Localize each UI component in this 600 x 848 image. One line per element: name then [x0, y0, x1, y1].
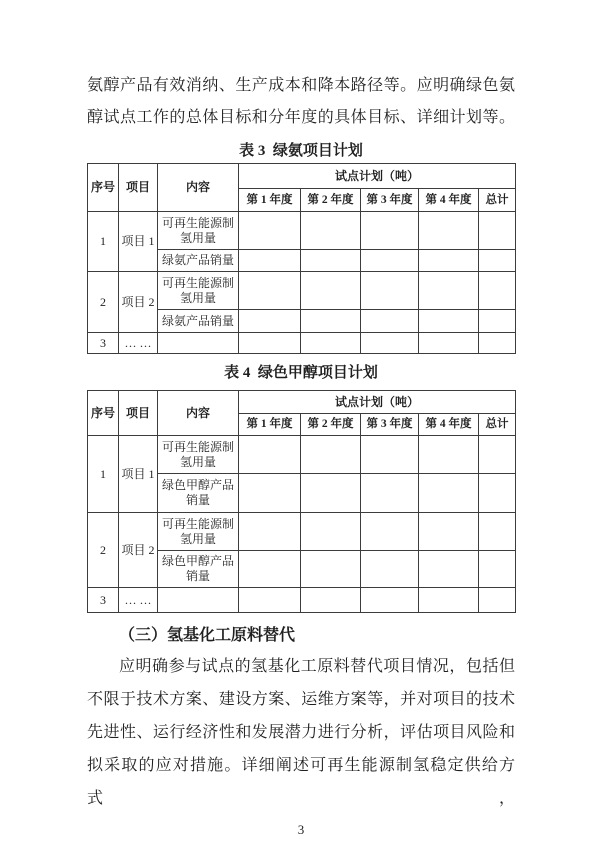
empty-value-cell — [479, 588, 516, 613]
cell-project: 项目 1 — [119, 212, 158, 272]
empty-value-cell — [239, 310, 301, 333]
col-header-year-1: 第 1 年度 — [239, 189, 301, 212]
col-header-year-2: 第 2 年度 — [301, 189, 361, 212]
empty-value-cell — [361, 272, 419, 310]
col-header-year-4: 第 4 年度 — [419, 414, 479, 436]
paragraph-line: 先进性、运行经济性和发展潜力进行分析，评估项目风险和 — [87, 724, 515, 741]
empty-value-cell — [479, 310, 516, 333]
table-green-methanol-plan — [87, 390, 516, 613]
page-content — [87, 0, 515, 839]
empty-value-cell — [419, 250, 479, 272]
empty-value-cell — [419, 272, 479, 310]
empty-value-cell — [479, 551, 516, 588]
empty-value-cell — [301, 436, 361, 474]
empty-value-cell — [301, 272, 361, 310]
cell-content: 绿氨产品销量 — [158, 310, 239, 333]
table-row — [88, 212, 516, 250]
cell-seq: 2 — [88, 513, 119, 588]
cell-seq: 3 — [88, 588, 119, 613]
cell-seq: 1 — [88, 436, 119, 513]
empty-value-cell — [361, 551, 419, 588]
empty-value-cell — [239, 212, 301, 250]
table-row — [88, 272, 516, 310]
empty-value-cell — [479, 272, 516, 310]
empty-value-cell — [479, 333, 516, 354]
cell-content: 可再生能源制氢用量 — [158, 212, 239, 250]
col-header-content: 内容 — [158, 164, 239, 212]
col-header-total: 总计 — [479, 189, 516, 212]
paragraph-line: 拟采取的应对措施。详细阐述可再生能源制氢稳定供给方式， — [87, 757, 515, 807]
col-header-plan-group: 试点计划（吨） — [239, 391, 516, 414]
empty-value-cell — [158, 333, 239, 354]
cell-content: 绿氨产品销量 — [158, 250, 239, 272]
cell-project: 项目 2 — [119, 272, 158, 333]
cell-content: 可再生能源制氢用量 — [158, 272, 239, 310]
empty-value-cell — [239, 436, 301, 474]
cell-content: 可再生能源制氢用量 — [158, 513, 239, 551]
table-row — [88, 164, 516, 189]
empty-value-cell — [301, 310, 361, 333]
empty-value-cell — [361, 212, 419, 250]
table-row — [88, 391, 516, 414]
col-header-year-3: 第 3 年度 — [361, 189, 419, 212]
empty-value-cell — [479, 474, 516, 513]
col-header-year-2: 第 2 年度 — [301, 414, 361, 436]
empty-value-cell — [419, 513, 479, 551]
table-row — [88, 513, 516, 551]
empty-value-cell — [479, 212, 516, 250]
cell-seq: 1 — [88, 212, 119, 272]
empty-value-cell — [419, 436, 479, 474]
empty-value-cell — [239, 513, 301, 551]
cell-content: 绿色甲醇产品销量 — [158, 474, 239, 513]
col-header-seq: 序号 — [88, 391, 119, 436]
cell-project: … … — [119, 333, 158, 354]
table-green-ammonia-plan — [87, 163, 516, 354]
empty-value-cell — [361, 588, 419, 613]
col-header-total: 总计 — [479, 414, 516, 436]
cell-project: 项目 1 — [119, 436, 158, 513]
empty-value-cell — [301, 474, 361, 513]
empty-value-cell — [301, 250, 361, 272]
empty-value-cell — [301, 513, 361, 551]
table-row — [88, 436, 516, 474]
cell-seq: 3 — [88, 333, 119, 354]
col-header-year-4: 第 4 年度 — [419, 189, 479, 212]
table-row — [88, 333, 516, 354]
empty-value-cell — [301, 551, 361, 588]
table4-title: 表 4 绿色甲醇项目计划 — [224, 365, 378, 381]
paragraph-line: 不限于技术方案、建设方案、运维方案等，并对项目的技术 — [87, 691, 515, 708]
empty-value-cell — [239, 333, 301, 354]
col-header-seq: 序号 — [88, 164, 119, 212]
intro-line: 氨醇产品有效消纳、生产成本和降本路径等。应明确绿色氨 — [87, 77, 515, 94]
empty-value-cell — [419, 588, 479, 613]
cell-seq: 2 — [88, 272, 119, 333]
cell-project: 项目 2 — [119, 513, 158, 588]
section-paragraph — [87, 650, 515, 815]
paragraph-line: 应明确参与试点的氢基化工原料替代项目情况，包括但 — [119, 658, 515, 675]
empty-value-cell — [479, 436, 516, 474]
empty-value-cell — [479, 250, 516, 272]
empty-value-cell — [361, 513, 419, 551]
empty-value-cell — [361, 436, 419, 474]
section-heading: （三）氢基化工原料替代 — [119, 627, 296, 644]
empty-value-cell — [479, 513, 516, 551]
cell-content: 绿色甲醇产品销量 — [158, 551, 239, 588]
cell-project: … … — [119, 588, 158, 613]
empty-value-cell — [158, 588, 239, 613]
empty-value-cell — [301, 333, 361, 354]
empty-value-cell — [301, 212, 361, 250]
intro-paragraph — [87, 70, 515, 134]
empty-value-cell — [239, 551, 301, 588]
col-header-plan-group: 试点计划（吨） — [239, 164, 516, 189]
col-header-project: 项目 — [119, 164, 158, 212]
empty-value-cell — [419, 551, 479, 588]
page-number: 3 — [297, 822, 305, 837]
empty-value-cell — [361, 250, 419, 272]
empty-value-cell — [419, 333, 479, 354]
col-header-content: 内容 — [158, 391, 239, 436]
empty-value-cell — [239, 250, 301, 272]
cell-content: 可再生能源制氢用量 — [158, 436, 239, 474]
empty-value-cell — [361, 333, 419, 354]
col-header-year-3: 第 3 年度 — [361, 414, 419, 436]
col-header-year-1: 第 1 年度 — [239, 414, 301, 436]
empty-value-cell — [301, 588, 361, 613]
empty-value-cell — [239, 474, 301, 513]
empty-value-cell — [419, 474, 479, 513]
empty-value-cell — [239, 272, 301, 310]
table3-title: 表 3 绿氨项目计划 — [239, 143, 363, 159]
empty-value-cell — [239, 588, 301, 613]
empty-value-cell — [361, 310, 419, 333]
empty-value-cell — [361, 474, 419, 513]
intro-line: 醇试点工作的总体目标和分年度的具体目标、详细计划等。 — [87, 109, 515, 126]
empty-value-cell — [419, 310, 479, 333]
table-row — [88, 588, 516, 613]
empty-value-cell — [419, 212, 479, 250]
col-header-project: 项目 — [119, 391, 158, 436]
